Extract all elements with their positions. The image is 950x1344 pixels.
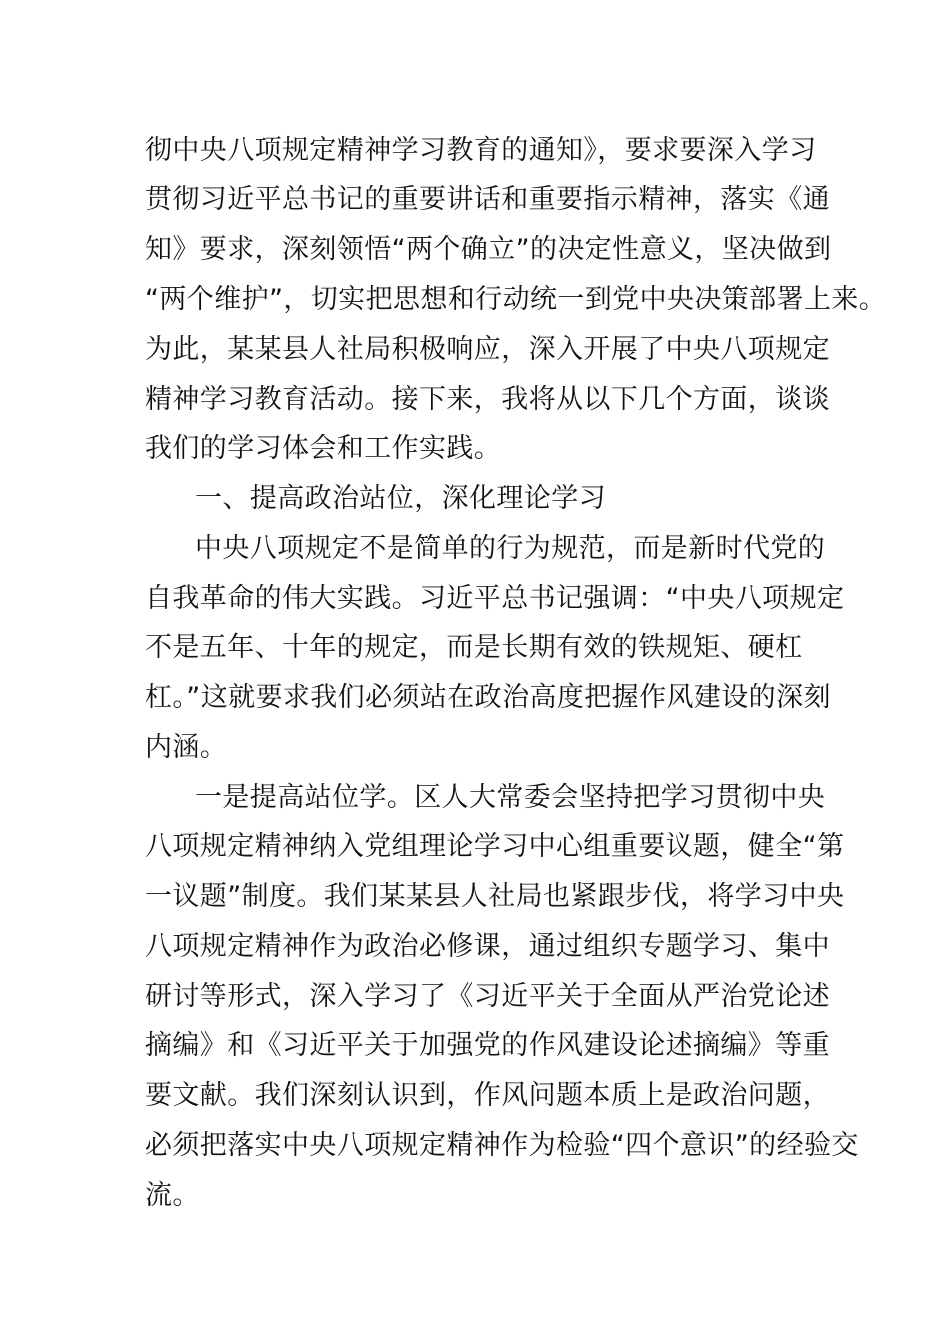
text-line: 不是五年、十年的规定，而是长期有效的铁规矩、硬杠 [145,632,803,663]
text-line: 我们的学习体会和工作实践。 [145,433,502,464]
text-line: 要文献。我们深刻认识到，作风问题本质上是政治问题， [145,1080,830,1111]
text-line: 彻中央八项规定精神学习教育的通知》，要求要深入学习 [145,135,817,166]
text-line: 杠。”这就要求我们必须站在政治高度把握作风建设的深刻 [145,682,831,713]
text-line: 研讨等形式，深入学习了《习近平关于全面从严治党论述 [145,981,830,1012]
text-line: 自我革命的伟大实践。习近平总书记强调：“中央八项规定 [145,583,845,614]
text-line: 八项规定精神纳入党组理论学习中心组重要议题，健全“第 [145,831,845,862]
text-line: 八项规定精神作为政治必修课，通过组织专题学习、集中 [145,931,830,962]
text-line: 一议题”制度。我们某某县人社局也紧跟步伐，将学习中央 [145,881,845,912]
text-line: 中央八项规定不是简单的行为规范，而是新时代党的 [195,533,826,564]
text-line: 精神学习教育活动。接下来，我将从以下几个方面，谈谈 [145,384,830,415]
text-line: “两个维护”，切实把思想和行动统一到党中央决策部署上来。 [145,284,887,315]
text-line: 为此，某某县人社局积极响应，深入开展了中央八项规定 [145,334,830,365]
text-line: 流。 [145,1180,200,1211]
text-line: 知》要求，深刻领悟“两个确立”的决定性意义，坚决做到 [145,234,832,265]
text-line: 摘编》和《习近平关于加强党的作风建设论述摘编》等重 [145,1030,830,1061]
text-line: 一是提高站位学。区人大常委会坚持把学习贯彻中央 [195,782,826,813]
text-line: 贯彻习近平总书记的重要讲话和重要指示精神，落实《通 [145,184,830,215]
text-line: 必须把落实中央八项规定精神作为检验“四个意识”的经验交 [145,1130,859,1161]
text-line: 内涵。 [145,732,228,763]
section-heading: 一、提高政治站位，深化理论学习 [195,483,606,514]
